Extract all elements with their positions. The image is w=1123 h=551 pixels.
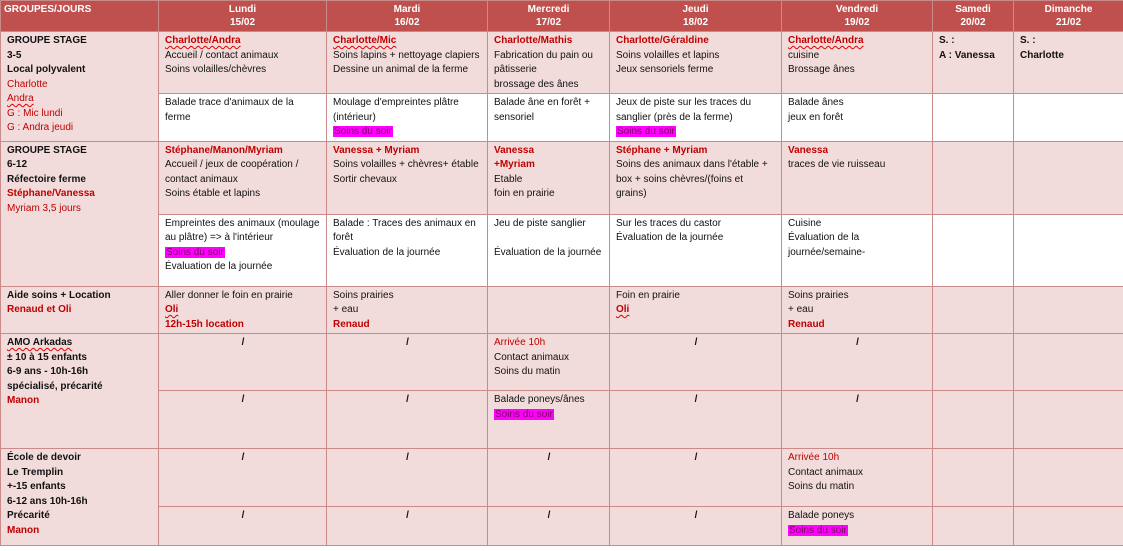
g3-thursday: Foin en prairie Oli (610, 286, 782, 334)
g1-pm-wednesday: Balade âne en forêt + sensoriel (488, 94, 610, 142)
g5-pm-saturday (933, 507, 1014, 546)
group5-morning-row (1, 449, 1123, 507)
g5-am-monday: / (159, 449, 327, 507)
g2-pm-saturday (933, 214, 1014, 286)
g1-pm-monday: Balade trace d'animaux de la ferme (159, 94, 327, 142)
g5-am-tuesday: / (327, 449, 488, 507)
group1-morning-row (1, 32, 1123, 94)
g1-sunday: S. : Charlotte (1014, 32, 1123, 94)
g5-pm-monday: / (159, 507, 327, 546)
day-header-saturday: Samedi 20/02 (933, 1, 1014, 32)
group3-row (1, 286, 1123, 334)
g2-pm-tuesday: Balade : Traces des animaux en forêt Évaluation de la journée (327, 214, 488, 286)
g5-am-thursday: / (610, 449, 782, 507)
g1-am-wednesday: Charlotte/Mathis Fabrication du pain ou pâtisserie brossage des ânes (488, 32, 610, 94)
group2-morning-row (1, 141, 1123, 214)
g2-am-saturday (933, 141, 1014, 214)
corner-header: GROUPES/JOURS (1, 1, 159, 32)
g4-am-tuesday: / (327, 334, 488, 391)
group2-afternoon-row (1, 214, 1123, 286)
soins-du-soir-highlight: Soins du soir (789, 524, 847, 536)
soins-du-soir-highlight: Soins du soir (495, 408, 553, 420)
g4-pm-tuesday: / (327, 391, 488, 449)
g1-am-thursday: Charlotte/Géraldine Soins volailles et lapins Jeux sensoriels ferme (610, 32, 782, 94)
g4-am-monday: / (159, 334, 327, 391)
g3-tuesday: Soins prairies + eau Renaud (327, 286, 488, 334)
g2-pm-thursday: Sur les traces du castor Évaluation de la journée (610, 214, 782, 286)
g2-am-sunday (1014, 141, 1123, 214)
g2-am-monday: Stéphane/Manon/Myriam Accueil / jeux de coopération / contact animaux Soins étable et lapins (159, 141, 327, 214)
group5-afternoon-row (1, 507, 1123, 546)
g4-am-friday: / (782, 334, 933, 391)
g4-pm-thursday: / (610, 391, 782, 449)
g1-pm-thursday: Jeux de piste sur les traces du sanglier (près de la ferme) Soins du soir (610, 94, 782, 142)
g2-am-wednesday: Vanessa +Myriam Etable foin en prairie (488, 141, 610, 214)
day-header-thursday: Jeudi 18/02 (610, 1, 782, 32)
g4-am-wednesday: Arrivée 10h Contact animaux Soins du matin (488, 334, 610, 391)
g3-sunday (1014, 286, 1123, 334)
g2-pm-friday: Cuisine Évaluation de la journée/semaine- (782, 214, 933, 286)
g4-pm-saturday (933, 391, 1014, 449)
g1-am-friday: Charlotte/Andra cuisine Brossage ânes (782, 32, 933, 94)
g3-friday: Soins prairies + eau Renaud (782, 286, 933, 334)
group4-label-cell: AMO Arkadas ± 10 à 15 enfants 6-9 ans - 10h-16h spécialisé, précarité Manon (1, 334, 159, 449)
group2-label-cell: GROUPE STAGE 6-12 Réfectoire ferme Stéphane/Vanessa Myriam 3,5 jours (1, 141, 159, 286)
g2-pm-wednesday: Jeu de piste sanglier Évaluation de la journée (488, 214, 610, 286)
g5-pm-tuesday: / (327, 507, 488, 546)
g1-pm-friday: Balade ânes jeux en forêt (782, 94, 933, 142)
g5-am-sunday (1014, 449, 1123, 507)
g5-am-wednesday: / (488, 449, 610, 507)
day-header-friday: Vendredi 19/02 (782, 1, 933, 32)
g5-am-friday: Arrivée 10h Contact animaux Soins du matin (782, 449, 933, 507)
group4-afternoon-row (1, 391, 1123, 449)
g4-pm-wednesday: Balade poneys/ânes Soins du soir (488, 391, 610, 449)
g2-pm-sunday (1014, 214, 1123, 286)
g5-pm-sunday (1014, 507, 1123, 546)
day-header-tuesday: Mardi 16/02 (327, 1, 488, 32)
g5-pm-wednesday: / (488, 507, 610, 546)
header-row (1, 1, 1123, 32)
g4-am-sunday (1014, 334, 1123, 391)
g2-am-thursday: Stéphane + Myriam Soins des animaux dans l'étable + box + soins chèvres/(foins et grains) (610, 141, 782, 214)
g4-pm-sunday (1014, 391, 1123, 449)
g1-pm-saturday (933, 94, 1014, 142)
g2-am-tuesday: Vanessa + Myriam Soins volailles + chèvres+ étable Sortir chevaux (327, 141, 488, 214)
group1-label-cell: GROUPE STAGE 3-5 Local polyvalent Charlotte Andra G : Mic lundi G : Andra jeudi (1, 32, 159, 142)
g1-saturday: S. : A : Vanessa (933, 32, 1014, 94)
group3-label-cell: Aide soins + Location Renaud et Oli (1, 286, 159, 334)
g1-am-monday: Charlotte/Andra Accueil / contact animaux Soins volailles/chèvres (159, 32, 327, 94)
soins-du-soir-highlight: Soins du soir (334, 126, 392, 137)
g1-am-tuesday: Charlotte/Mic Soins lapins + nettoyage clapiers Dessine un animal de la ferme (327, 32, 488, 94)
g4-am-thursday: / (610, 334, 782, 391)
day-header-monday: Lundi 15/02 (159, 1, 327, 32)
g5-pm-friday: Balade poneys Soins du soir (782, 507, 933, 546)
group5-label-cell: École de devoir Le Tremplin +-15 enfants 6-12 ans 10h-16h Précarité Manon (1, 449, 159, 546)
soins-du-soir-highlight: Soins du soir (617, 126, 675, 137)
day-header-sunday: Dimanche 21/02 (1014, 1, 1123, 32)
g4-pm-friday: / (782, 391, 933, 449)
group4-morning-row (1, 334, 1123, 391)
g1-pm-tuesday: Moulage d'empreintes plâtre (intérieur) Soins du soir (327, 94, 488, 142)
g2-pm-monday: Empreintes des animaux (moulage au plâtre) => à l'intérieur Soins du soir Évaluation de la journée (159, 214, 327, 286)
g1-pm-sunday (1014, 94, 1123, 142)
g5-am-saturday (933, 449, 1014, 507)
group1-afternoon-row (1, 94, 1123, 142)
g4-am-saturday (933, 334, 1014, 391)
g3-wednesday (488, 286, 610, 334)
soins-du-soir-highlight: Soins du soir (166, 246, 224, 258)
g2-am-friday: Vanessa traces de vie ruisseau (782, 141, 933, 214)
g4-pm-monday: / (159, 391, 327, 449)
g3-saturday (933, 286, 1014, 334)
g3-monday: Aller donner le foin en prairie Oli 12h-15h location (159, 286, 327, 334)
g5-pm-thursday: / (610, 507, 782, 546)
day-header-wednesday: Mercredi 17/02 (488, 1, 610, 32)
